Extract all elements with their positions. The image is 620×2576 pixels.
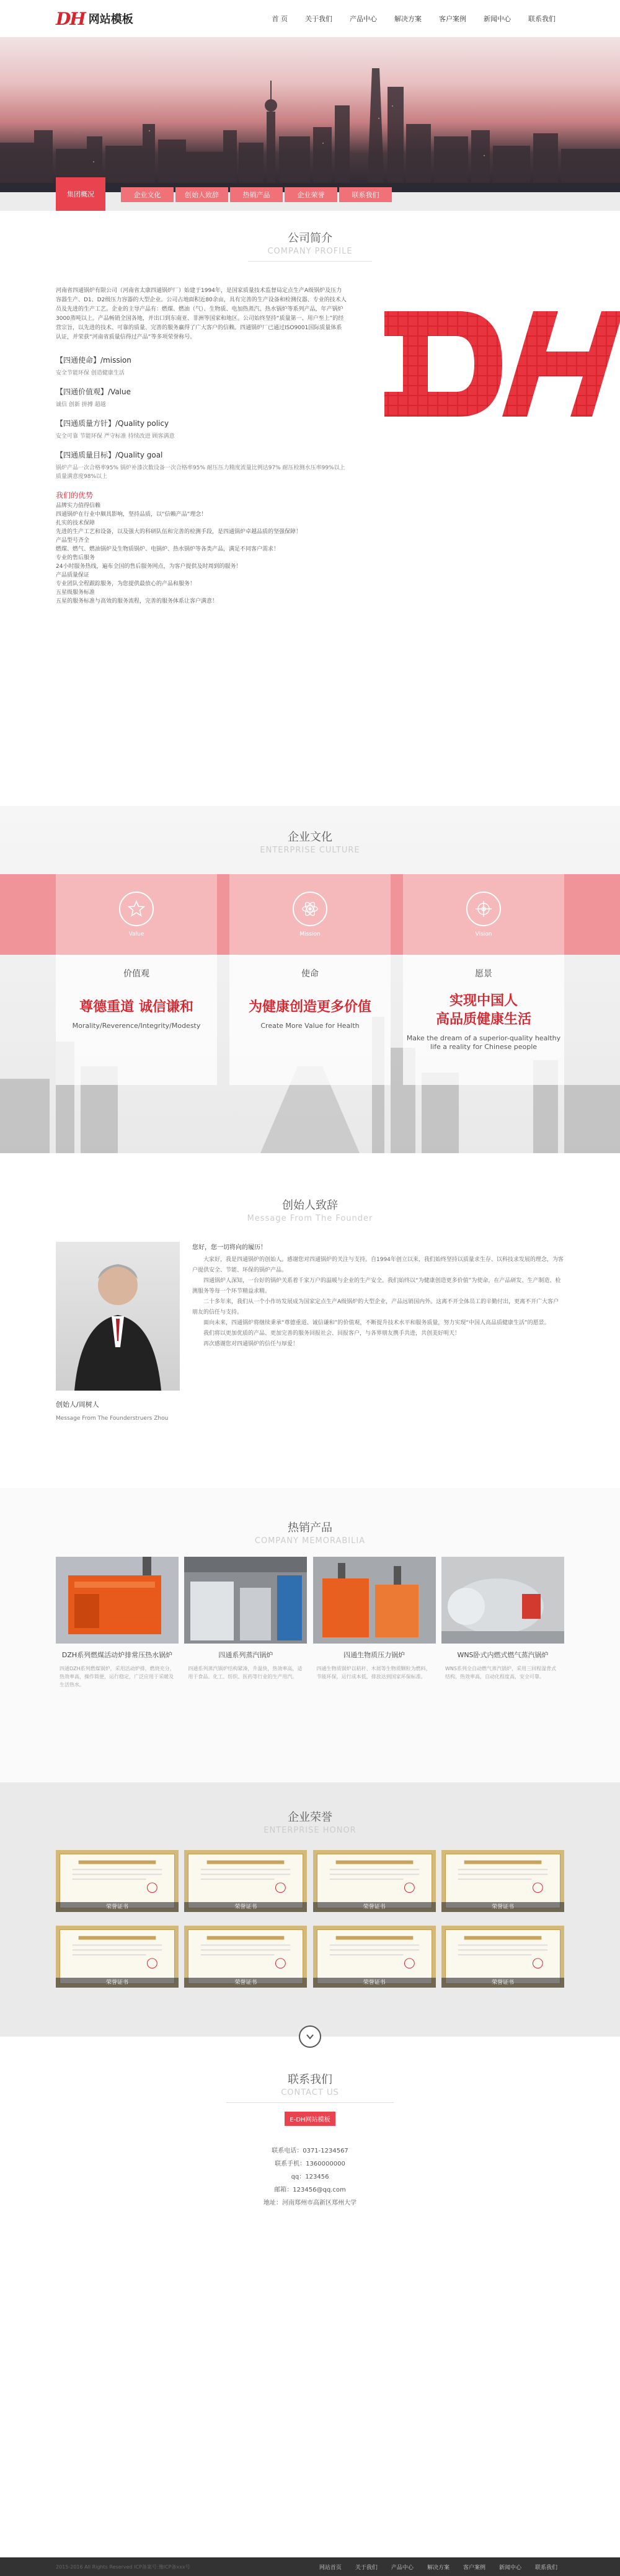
product-name[interactable]: DZH系列燃煤活动炉排常压热水锅炉	[61, 1651, 173, 1659]
founder-message-section	[0, 1153, 620, 1488]
certificate-image	[188, 1929, 303, 1984]
contact-qq: qq：123456	[291, 2174, 329, 2180]
honor-certificate[interactable]	[56, 1926, 179, 1988]
founder-paragraph: 再次感谢您对四通锅炉的信任与厚爱！	[203, 1341, 299, 1347]
contact-title-en: CONTACT US	[281, 2088, 339, 2097]
culture-icon-label: Mission	[299, 931, 321, 937]
honor-title-en: ENTERPRISE HONOR	[264, 1826, 356, 1835]
product-card[interactable]	[313, 1557, 436, 1689]
logo-mark: DH	[56, 8, 85, 29]
honor-certificate[interactable]	[56, 1850, 179, 1912]
contact-title	[0, 2071, 620, 2103]
product-card[interactable]	[441, 1557, 564, 1689]
target-icon	[466, 892, 501, 926]
culture-slogan-en: Create More Value for Health	[260, 1022, 360, 1030]
value-heading: 【四通价值观】/Value	[56, 387, 131, 396]
culture-card-value	[56, 874, 217, 1085]
tab-honor[interactable]: 企业荣誉	[285, 187, 337, 202]
contact-address: 地址：河南郑州市高新区郑州大学	[264, 2200, 356, 2206]
hero-banner	[0, 37, 620, 192]
product-desc: 四通DZH系列燃煤锅炉，采用活动炉排，燃烧充分，热效率高，操作简便，运行稳定，广泛应用于采暖及生活热水。	[60, 1666, 175, 1688]
product-name[interactable]: 四通系列蒸汽锅炉	[218, 1651, 273, 1659]
title-divider	[226, 2102, 394, 2103]
title-divider	[248, 261, 372, 262]
section-tabs	[0, 192, 620, 211]
advantage-line: 品牌实力值得信赖	[56, 503, 101, 509]
value-text: 诚信 创新 拼搏 超越	[56, 402, 106, 408]
contact-email: 邮箱：123456@qq.com	[274, 2187, 346, 2193]
main-nav	[264, 14, 565, 24]
certificate-label: 荣誉证书	[441, 1902, 564, 1912]
profile-title-cn: 公司简介	[288, 232, 332, 245]
footer-nav-item[interactable]: 网站首页	[319, 2564, 342, 2571]
advantage-line: 产品型号齐全	[56, 538, 90, 544]
culture-slogan: 尊德重道 诚信谦和	[79, 999, 193, 1015]
founder-title	[56, 1197, 564, 1223]
product-card[interactable]	[184, 1557, 307, 1689]
dh-brand-graphic	[378, 286, 620, 441]
contact-mobile: 联系手机：1360000000	[275, 2161, 345, 2167]
culture-title-en: ENTERPRISE CULTURE	[260, 846, 360, 855]
company-profile-section	[0, 211, 620, 806]
advantage-line: 燃煤、燃气、燃油锅炉及生物质锅炉、电锅炉、热水锅炉等各类产品，满足不同客户需求！	[56, 546, 280, 552]
chevron-down-icon	[305, 2032, 315, 2042]
nav-item-cases[interactable]: 客户案例	[439, 15, 466, 23]
culture-slogan-en: Morality/Reverence/Integrity/Modesty	[72, 1022, 201, 1030]
certificate-label: 荣誉证书	[56, 1978, 179, 1988]
certificate-label: 荣誉证书	[184, 1978, 307, 1988]
products-title-en: COMPANY MEMORABILIA	[254, 1536, 366, 1546]
honor-title-cn: 企业荣誉	[288, 1811, 332, 1824]
certificate-label: 荣誉证书	[441, 1978, 564, 1988]
product-image[interactable]	[441, 1557, 564, 1644]
founder-caption-en: Message From The Founderstruers Zhou	[56, 1415, 169, 1422]
advantage-line: 扎实的技术保障	[56, 520, 95, 526]
founder-greeting: 您好，您一切将向的履历！	[192, 1244, 267, 1251]
tab-contact[interactable]: 联系我们	[339, 187, 392, 202]
culture-title	[0, 806, 620, 855]
founder-paragraph: 我们将以更加优质的产品、更加完善的服务回报社会、回报客户，与各界朋友携手共进，共创美好明天！	[203, 1330, 461, 1337]
advantage-line: 24小时服务热线，遍布全国的售后服务网点，为客户提供及时周到的服务！	[56, 564, 242, 570]
founder-paragraph: 四通锅炉人深知，一台好的锅炉关系着千家万户的温暖与企业的生产安全。我们始终以“为健康创造更多价值”为使命，在产品研发、生产制造、检测服务等每一个环节精益求精。	[192, 1278, 561, 1295]
honor-grid	[0, 1850, 620, 1988]
certificate-label: 荣誉证书	[184, 1902, 307, 1912]
scroll-down-button[interactable]	[299, 2025, 321, 2048]
culture-icon-label: Value	[128, 931, 144, 937]
product-name[interactable]: 四通生物质压力锅炉	[343, 1651, 405, 1659]
site-logo[interactable]	[56, 9, 133, 29]
profile-title	[56, 229, 564, 262]
footer-copyright: 2015-2016 All Rights Reserved ICP备案号:豫ICP备xxx号	[56, 2564, 190, 2570]
atom-icon	[293, 892, 327, 926]
footer-nav-item[interactable]: 客户案例	[463, 2564, 485, 2571]
founder-paragraph: 二十多年来，我们从一个小作坊发展成为国家定点生产A级锅炉的大型企业，产品远销国内外。这离不开全体员工的辛勤付出，更离不开广大客户朋友的信任与支持。	[192, 1299, 559, 1316]
nav-item-solutions[interactable]: 解决方案	[394, 15, 422, 23]
founder-photo	[56, 1242, 180, 1391]
advantage-line: 四通锅炉在行业中颇具影响，坚持品质，以“信赖产品”理念！	[56, 511, 207, 518]
contact-phone: 联系电话：0371-1234567	[272, 2148, 348, 2154]
footer-nav	[312, 2563, 564, 2571]
tab-culture[interactable]: 企业文化	[121, 187, 174, 202]
honor-title	[0, 1808, 620, 1835]
page-spacer	[0, 2303, 620, 2557]
honor-certificate[interactable]	[184, 1926, 307, 1988]
enterprise-honor-section	[0, 1782, 620, 2037]
certificate-label: 荣誉证书	[313, 1902, 436, 1912]
contact-section	[0, 2037, 620, 2303]
quality-policy-text: 安全可靠 节能环保 严守标准 持续改进 顾客满意	[56, 433, 175, 440]
nav-item-contact[interactable]: 联系我们	[528, 15, 556, 23]
culture-slogan-en: Make the dream of a superior-quality healthy life a reality for Chinese people	[406, 1034, 561, 1051]
quality-goal-text: 锅炉产品一次合格率95% 锅炉补漆次数设备一次合格率95% 耐压压力精度流量比例达97% 耐压检测水压率99%以上 质量满意度98%以上	[56, 465, 345, 480]
culture-card-vision	[403, 874, 564, 1085]
culture-name: 使命	[301, 969, 319, 979]
star-icon	[119, 892, 154, 926]
culture-name: 价值观	[123, 969, 149, 979]
footer-nav-item[interactable]: 新闻中心	[498, 2564, 521, 2571]
nav-item-home[interactable]: 首 页	[272, 15, 288, 23]
nav-item-products[interactable]: 产品中心	[350, 15, 377, 23]
quality-policy-heading: 【四通质量方针】/Quality policy	[56, 419, 169, 428]
site-footer	[0, 2557, 620, 2576]
honor-certificate[interactable]	[441, 1926, 564, 1988]
mission-heading: 【四通使命】/mission	[56, 356, 131, 365]
honor-certificate[interactable]	[184, 1850, 307, 1912]
certificate-label: 荣誉证书	[313, 1978, 436, 1988]
enterprise-culture-section	[0, 806, 620, 1153]
honor-certificate[interactable]	[441, 1850, 564, 1912]
certificate-image	[317, 1854, 432, 1908]
culture-slogan: 实现中国人 高品质健康生活	[435, 993, 531, 1027]
profile-title-en: COMPANY PROFILE	[267, 247, 353, 256]
product-desc: 四通生物质锅炉以秸秆、木屑等生物质颗粒为燃料，节能环保，运行成本低，排放达到国家环保标准。	[316, 1666, 431, 1680]
founder-title-cn: 创始人致辞	[282, 1199, 338, 1212]
mission-text: 安全节能环保 创造健康生活	[56, 370, 125, 376]
products-title-cn: 热销产品	[288, 1521, 332, 1534]
logo-text: 网站模板	[88, 13, 133, 26]
certificate-image	[60, 1854, 175, 1908]
footer-nav-item[interactable]: 关于我们	[355, 2564, 378, 2571]
culture-name: 愿景	[475, 969, 492, 979]
honor-certificate[interactable]	[313, 1926, 436, 1988]
tab-group-intro[interactable]: 集团概况	[56, 177, 105, 211]
footer-nav-item[interactable]: 解决方案	[427, 2564, 450, 2571]
certificate-image	[445, 1854, 560, 1908]
hot-products-section	[0, 1488, 620, 1782]
tab-products[interactable]: 热销产品	[230, 187, 283, 202]
footer-nav-item[interactable]: 产品中心	[391, 2564, 414, 2571]
product-image[interactable]	[56, 1557, 179, 1644]
certificate-image	[317, 1929, 432, 1984]
product-image[interactable]	[184, 1557, 307, 1644]
culture-slogan: 为健康创造更多价值	[248, 999, 371, 1015]
founder-title-en: Message From The Founder	[247, 1214, 373, 1223]
quality-goal-heading: 【四通质量目标】/Quality goal	[56, 451, 163, 459]
advantage-line: 产品质量保证	[56, 572, 90, 578]
product-image[interactable]	[313, 1557, 436, 1644]
product-desc: 四通系列蒸汽锅炉结构紧凑，升温快，热效率高，适用于食品、化工、纺织、医药等行业的生产用汽。	[188, 1666, 303, 1680]
site-header	[0, 0, 620, 37]
culture-card-mission	[229, 874, 391, 1085]
nav-item-about[interactable]: 关于我们	[305, 15, 332, 23]
culture-title-cn: 企业文化	[288, 831, 332, 844]
product-desc: WNS系列全自动燃气蒸汽锅炉，采用三回程湿背式结构，热效率高，自动化程度高，安全可靠。	[445, 1666, 556, 1680]
product-name[interactable]: WNS卧式内燃式燃气蒸汽锅炉	[457, 1651, 549, 1659]
city-skyline-image	[0, 68, 620, 192]
advantage-line: 专业的售后服务	[56, 555, 95, 561]
certificate-label: 荣誉证书	[56, 1902, 179, 1912]
contact-company-badge: E-DH网站模板	[285, 2112, 335, 2126]
founder-caption: 创始人/周树人	[56, 1401, 99, 1409]
sub-tabs	[121, 187, 392, 202]
product-card[interactable]	[56, 1557, 179, 1689]
honor-certificate[interactable]	[313, 1850, 436, 1912]
nav-item-news[interactable]: 新闻中心	[484, 15, 511, 23]
tab-founder[interactable]: 创始人致辞	[175, 187, 228, 202]
certificate-image	[445, 1929, 560, 1984]
advantage-line: 五星的服务标准与高效的服务流程，完善的服务体系让客户满意！	[56, 598, 218, 604]
advantage-line: 五星级服务标准	[56, 590, 95, 596]
certificate-image	[188, 1854, 303, 1908]
products-title	[56, 1519, 564, 1546]
founder-paragraph: 大家好，我是四通锅炉的创始人。感谢您对四通锅炉的关注与支持。自1994年创立以来，我们始终坚持以质量求生存、以科技求发展的理念，为客户提供安全、节能、环保的锅炉产品。	[192, 1257, 564, 1273]
advantage-line: 先进的生产工艺和设备，以及强大的科研队伍和完善的检测手段，是四通锅炉卓越品质的坚强保障！	[56, 529, 302, 535]
footer-nav-item[interactable]: 联系我们	[534, 2564, 557, 2571]
culture-icon-label: Vision	[475, 931, 492, 937]
founder-paragraph: 面向未来，四通锅炉将继续秉承“尊德重道、诚信谦和”的价值观，不断提升技术水平和服务质量，努力实现“中国人高品质健康生活”的愿景。	[203, 1320, 550, 1326]
certificate-image	[60, 1929, 175, 1984]
advantages-heading: 我们的优势	[56, 491, 94, 500]
advantage-line: 专业团队全程跟踪服务，为您提供最放心的产品和服务！	[56, 581, 196, 587]
profile-intro: 河南省四通锅炉有限公司（河南省太康四通锅炉厂）始建于1994年，是国家质量技术监督局定点生产A级锅炉及压力容器生产、D1、D2级压力容器的大型企业。公司占地面积近80余亩，具有完善的生产设备和检测仪器、专业的技术人员及先进的生产工艺。企业的主导产品有：燃煤、燃油（气）、生物质、电加热蒸汽、热水锅炉等系列产品，年产锅炉3000蒸吨以上。产品畅销全国各地，并出口到东南亚、非洲等国家和地区。公司始终坚持“质量第一、用户至上”的经营宗旨，以先进的技术、可靠的质量、完善的服务赢得了广大客户的信赖。四通锅炉厂已通过ISO9001国际质量体系认证，并荣获“河南省质量信得过产品”等多项荣誉称号。	[56, 288, 347, 340]
contact-title-cn: 联系我们	[288, 2073, 332, 2086]
